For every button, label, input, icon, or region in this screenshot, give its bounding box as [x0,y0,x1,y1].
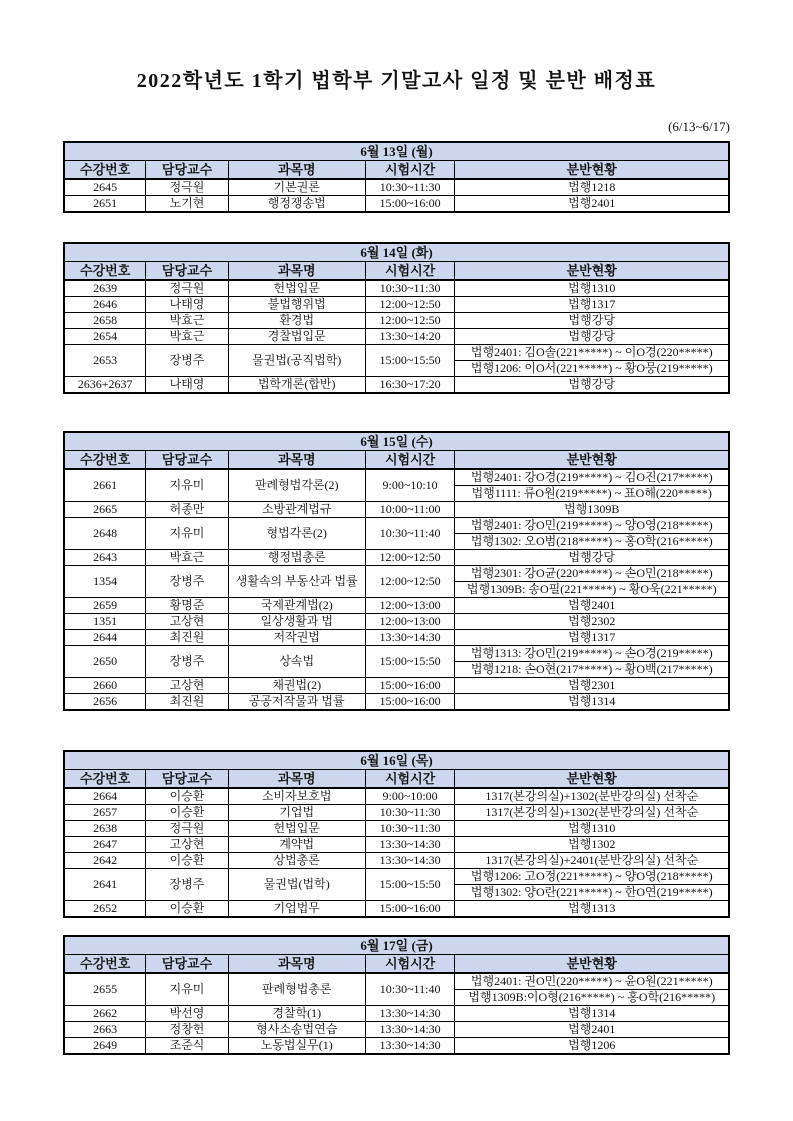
table-row [64,345,729,361]
exam-time-cell: 12:00~13:00 [365,598,455,614]
table-row [64,678,729,694]
section-status-cell: 법행1309B: 송O필(221*****) ~ 황O욱(221*****) [455,582,729,598]
section-status-cell: 1317(본강의실)+1302(분반강의실) 선착순 [455,805,729,821]
column-header: 분반현황 [455,262,729,281]
course-number-cell: 2655 [64,973,146,1006]
section-status-cell: 법행1314 [455,1006,729,1022]
subject-cell: 국제관계법(2) [228,598,365,614]
course-number-cell: 2651 [64,196,146,213]
section-status-cell: 법행2401: 강O민(219*****) ~ 양O영(218*****) [455,518,729,534]
professor-cell: 나태영 [146,377,228,394]
subject-cell: 공공저작물과 법률 [228,694,365,711]
professor-cell: 최진원 [146,630,228,646]
professor-cell: 정극원 [146,280,228,297]
exam-time-cell: 12:00~12:50 [365,313,455,329]
course-number-cell: 2650 [64,646,146,678]
column-header: 담당교수 [146,770,228,789]
table-row [64,196,729,213]
section-status-cell: 법행1317 [455,297,729,313]
exam-time-cell: 13:30~14:20 [365,329,455,345]
column-header: 과목명 [228,451,365,470]
section-status-cell: 법행1309B:이O형(216*****) ~ 홍O학(216*****) [455,990,729,1006]
subject-cell: 물권법(공직법학) [228,345,365,377]
subject-cell: 행정쟁송법 [228,196,365,213]
subject-cell: 기업법 [228,805,365,821]
section-status-cell: 법행1313: 강O민(219*****) ~ 손O경(219*****) [455,646,729,662]
professor-cell: 이승환 [146,853,228,869]
section-status-cell: 법행2401 [455,598,729,614]
section-status-cell: 법행1206 [455,1038,729,1055]
table-row [64,377,729,394]
date-header: 6월 15일 (수) [64,432,729,451]
subject-cell: 헌법입문 [228,821,365,837]
column-header: 시험시간 [365,161,455,180]
section-status-cell: 법행2302 [455,614,729,630]
course-number-cell: 1351 [64,614,146,630]
table-row [64,973,729,990]
table-row [64,901,729,918]
course-number-cell: 2641 [64,869,146,901]
column-header: 담당교수 [146,262,228,281]
section-status-cell: 법행강당 [455,329,729,345]
professor-cell: 고상현 [146,678,228,694]
table-row [64,869,729,885]
course-number-cell: 2643 [64,550,146,566]
table-row [64,630,729,646]
column-header-row [64,451,729,470]
professor-cell: 나태영 [146,297,228,313]
professor-cell: 지유미 [146,973,228,1006]
professor-cell: 박효근 [146,550,228,566]
table-row [64,469,729,486]
column-header: 담당교수 [146,161,228,180]
section-status-cell: 법행2301 [455,678,729,694]
table-row [64,280,729,297]
section-status-cell: 법행2401: 김O솔(221*****) ~ 이O경(220*****) [455,345,729,361]
section-status-cell: 법행1310 [455,280,729,297]
column-header: 분반현황 [455,955,729,974]
professor-cell: 이승환 [146,788,228,805]
professor-cell: 박효근 [146,329,228,345]
subject-cell: 불법행위법 [228,297,365,313]
subject-cell: 계약법 [228,837,365,853]
exam-time-cell: 13:30~14:30 [365,837,455,853]
subject-cell: 형법각론(2) [228,518,365,550]
section-status-cell: 법행1314 [455,694,729,711]
section-status-cell: 법행1302 [455,837,729,853]
subject-cell: 경찰학(1) [228,1006,365,1022]
exam-day-table [63,141,730,213]
column-header: 분반현황 [455,451,729,470]
subject-cell: 형사소송법연습 [228,1022,365,1038]
section-status-cell: 법행1218: 손O현(217*****) ~ 황O백(217*****) [455,662,729,678]
subject-cell: 채권법(2) [228,678,365,694]
course-number-cell: 1354 [64,566,146,598]
exam-day-table [63,431,730,711]
professor-cell: 장병주 [146,869,228,901]
exam-time-cell: 10:30~11:40 [365,973,455,1006]
column-header: 시험시간 [365,451,455,470]
date-header-row [64,432,729,451]
course-number-cell: 2646 [64,297,146,313]
subject-cell: 환경법 [228,313,365,329]
professor-cell: 박효근 [146,313,228,329]
column-header: 수강번호 [64,262,146,281]
subject-cell: 노동법실무(1) [228,1038,365,1055]
course-number-cell: 2645 [64,179,146,196]
subject-cell: 헌법입문 [228,280,365,297]
exam-time-cell: 13:30~14:30 [365,853,455,869]
table-row [64,550,729,566]
exam-time-cell: 15:00~15:50 [365,869,455,901]
section-status-cell: 법행1218 [455,179,729,196]
subject-cell: 기업법무 [228,901,365,918]
course-number-cell: 2658 [64,313,146,329]
subject-cell: 상법총론 [228,853,365,869]
column-header: 과목명 [228,161,365,180]
course-number-cell: 2661 [64,469,146,502]
professor-cell: 이승환 [146,805,228,821]
exam-day-table [63,935,730,1055]
exam-time-cell: 15:00~16:00 [365,196,455,213]
professor-cell: 조준식 [146,1038,228,1055]
column-header-row [64,161,729,180]
subject-cell: 생활속의 부동산과 법률 [228,566,365,598]
column-header: 분반현황 [455,161,729,180]
table-row [64,614,729,630]
table-row [64,598,729,614]
exam-time-cell: 10:30~11:30 [365,280,455,297]
table-row [64,179,729,196]
section-status-cell: 법행1302: 양O란(221*****) ~ 한O연(219*****) [455,885,729,901]
professor-cell: 허종만 [146,502,228,518]
course-number-cell: 2649 [64,1038,146,1055]
professor-cell: 노기현 [146,196,228,213]
exam-time-cell: 12:00~12:50 [365,550,455,566]
course-number-cell: 2638 [64,821,146,837]
table-row [64,694,729,711]
date-header-row [64,243,729,262]
professor-cell: 이승환 [146,901,228,918]
section-status-cell: 법행1310 [455,821,729,837]
table-row [64,1038,729,1055]
subject-cell: 판례형법총론 [228,973,365,1006]
exam-time-cell: 9:00~10:10 [365,469,455,502]
exam-time-cell: 10:00~11:00 [365,502,455,518]
exam-day-table [63,750,730,918]
exam-time-cell: 15:00~16:00 [365,694,455,711]
page-title: 2022학년도 1학기 법학부 기말고사 일정 및 분반 배정표 [136,70,657,92]
course-number-cell: 2642 [64,853,146,869]
section-status-cell: 법행2401 [455,1022,729,1038]
subject-cell: 소비자보호법 [228,788,365,805]
section-status-cell: 법행2401: 강O경(219*****) ~ 김O진(217*****) [455,469,729,486]
section-status-cell: 1317(본강의실)+2401(분반강의실) 선착순 [455,853,729,869]
course-number-cell: 2665 [64,502,146,518]
course-number-cell: 2636+2637 [64,377,146,394]
column-header: 담당교수 [146,955,228,974]
course-number-cell: 2662 [64,1006,146,1022]
professor-cell: 고상현 [146,614,228,630]
section-status-cell: 법행1302: 오O범(218*****) ~ 홍O학(216*****) [455,534,729,550]
course-number-cell: 2657 [64,805,146,821]
column-header-row [64,262,729,281]
professor-cell: 정창헌 [146,1022,228,1038]
exam-time-cell: 9:00~10:00 [365,788,455,805]
subject-cell: 물권법(법학) [228,869,365,901]
course-number-cell: 2654 [64,329,146,345]
section-status-cell: 1317(본강의실)+1302(분반강의실) 선착순 [455,788,729,805]
course-number-cell: 2653 [64,345,146,377]
date-range-label: (6/13~6/17) [668,119,730,134]
section-status-cell: 법행강당 [455,377,729,394]
table-row [64,297,729,313]
exam-time-cell: 12:00~12:50 [365,297,455,313]
professor-cell: 정극원 [146,179,228,196]
date-header-row [64,936,729,955]
section-status-cell: 법행1313 [455,901,729,918]
exam-time-cell: 15:00~16:00 [365,678,455,694]
column-header: 과목명 [228,262,365,281]
column-header: 시험시간 [365,955,455,974]
section-status-cell: 법행1111: 류O원(219*****) ~ 표O해(220*****) [455,486,729,502]
professor-cell: 장병주 [146,646,228,678]
section-status-cell: 법행1309B [455,502,729,518]
course-number-cell: 2639 [64,280,146,297]
professor-cell: 지유미 [146,469,228,502]
column-header: 과목명 [228,770,365,789]
course-number-cell: 2664 [64,788,146,805]
subject-cell: 행정법총론 [228,550,365,566]
subject-cell: 법학개론(합반) [228,377,365,394]
course-number-cell: 2647 [64,837,146,853]
column-header: 시험시간 [365,262,455,281]
exam-time-cell: 13:30~14:30 [365,1038,455,1055]
column-header: 분반현황 [455,770,729,789]
section-status-cell: 법행1206: 이O서(221*****) ~ 황O뭉(219*****) [455,361,729,377]
exam-time-cell: 13:30~14:30 [365,1006,455,1022]
course-number-cell: 2656 [64,694,146,711]
professor-cell: 장병주 [146,566,228,598]
section-status-cell: 법행2301: 강O균(220*****) ~ 손O민(218*****) [455,566,729,582]
date-header-row [64,751,729,770]
date-header: 6월 16일 (목) [64,751,729,770]
exam-time-cell: 15:00~15:50 [365,646,455,678]
date-header: 6월 14일 (화) [64,243,729,262]
date-header: 6월 17일 (금) [64,936,729,955]
table-row [64,566,729,582]
table-row [64,329,729,345]
column-header: 수강번호 [64,451,146,470]
subject-cell: 소방관계법규 [228,502,365,518]
exam-time-cell: 16:30~17:20 [365,377,455,394]
column-header-row [64,955,729,974]
column-header: 과목명 [228,955,365,974]
exam-time-cell: 15:00~16:00 [365,901,455,918]
course-number-cell: 2644 [64,630,146,646]
exam-time-cell: 10:30~11:30 [365,821,455,837]
table-row [64,313,729,329]
course-number-cell: 2648 [64,518,146,550]
professor-cell: 지유미 [146,518,228,550]
subject-cell: 상속법 [228,646,365,678]
professor-cell: 박선영 [146,1006,228,1022]
subject-cell: 경찰법입문 [228,329,365,345]
professor-cell: 장병주 [146,345,228,377]
subject-cell: 기본권론 [228,179,365,196]
subject-cell: 저작권법 [228,630,365,646]
course-number-cell: 2652 [64,901,146,918]
column-header-row [64,770,729,789]
table-row [64,518,729,534]
section-status-cell: 법행1206: 고O정(221*****) ~ 양O영(218*****) [455,869,729,885]
column-header: 시험시간 [365,770,455,789]
table-row [64,1006,729,1022]
column-header: 담당교수 [146,451,228,470]
exam-time-cell: 12:00~13:00 [365,614,455,630]
table-row [64,805,729,821]
course-number-cell: 2659 [64,598,146,614]
subject-cell: 일상생활과 법 [228,614,365,630]
exam-time-cell: 13:30~14:30 [365,1022,455,1038]
section-status-cell: 법행2401 [455,196,729,213]
table-row [64,502,729,518]
exam-time-cell: 10:30~11:30 [365,805,455,821]
professor-cell: 최진원 [146,694,228,711]
exam-time-cell: 10:30~11:30 [365,179,455,196]
date-header: 6월 13일 (월) [64,142,729,161]
table-row [64,1022,729,1038]
exam-day-table [63,242,730,394]
table-row [64,821,729,837]
course-number-cell: 2660 [64,678,146,694]
exam-time-cell: 12:00~12:50 [365,566,455,598]
section-status-cell: 법행강당 [455,313,729,329]
exam-tables-container [63,141,730,1055]
exam-time-cell: 15:00~15:50 [365,345,455,377]
date-header-row [64,142,729,161]
professor-cell: 고상현 [146,837,228,853]
course-number-cell: 2663 [64,1022,146,1038]
exam-time-cell: 13:30~14:30 [365,630,455,646]
professor-cell: 황명준 [146,598,228,614]
section-status-cell: 법행강당 [455,550,729,566]
subject-cell: 판례형법각론(2) [228,469,365,502]
table-row [64,788,729,805]
section-status-cell: 법행2401: 권O민(220*****) ~ 윤O원(221*****) [455,973,729,990]
table-row [64,837,729,853]
column-header: 수강번호 [64,955,146,974]
table-row [64,853,729,869]
table-row [64,646,729,662]
section-status-cell: 법행1317 [455,630,729,646]
professor-cell: 정극원 [146,821,228,837]
column-header: 수강번호 [64,770,146,789]
column-header: 수강번호 [64,161,146,180]
exam-time-cell: 10:30~11:40 [365,518,455,550]
